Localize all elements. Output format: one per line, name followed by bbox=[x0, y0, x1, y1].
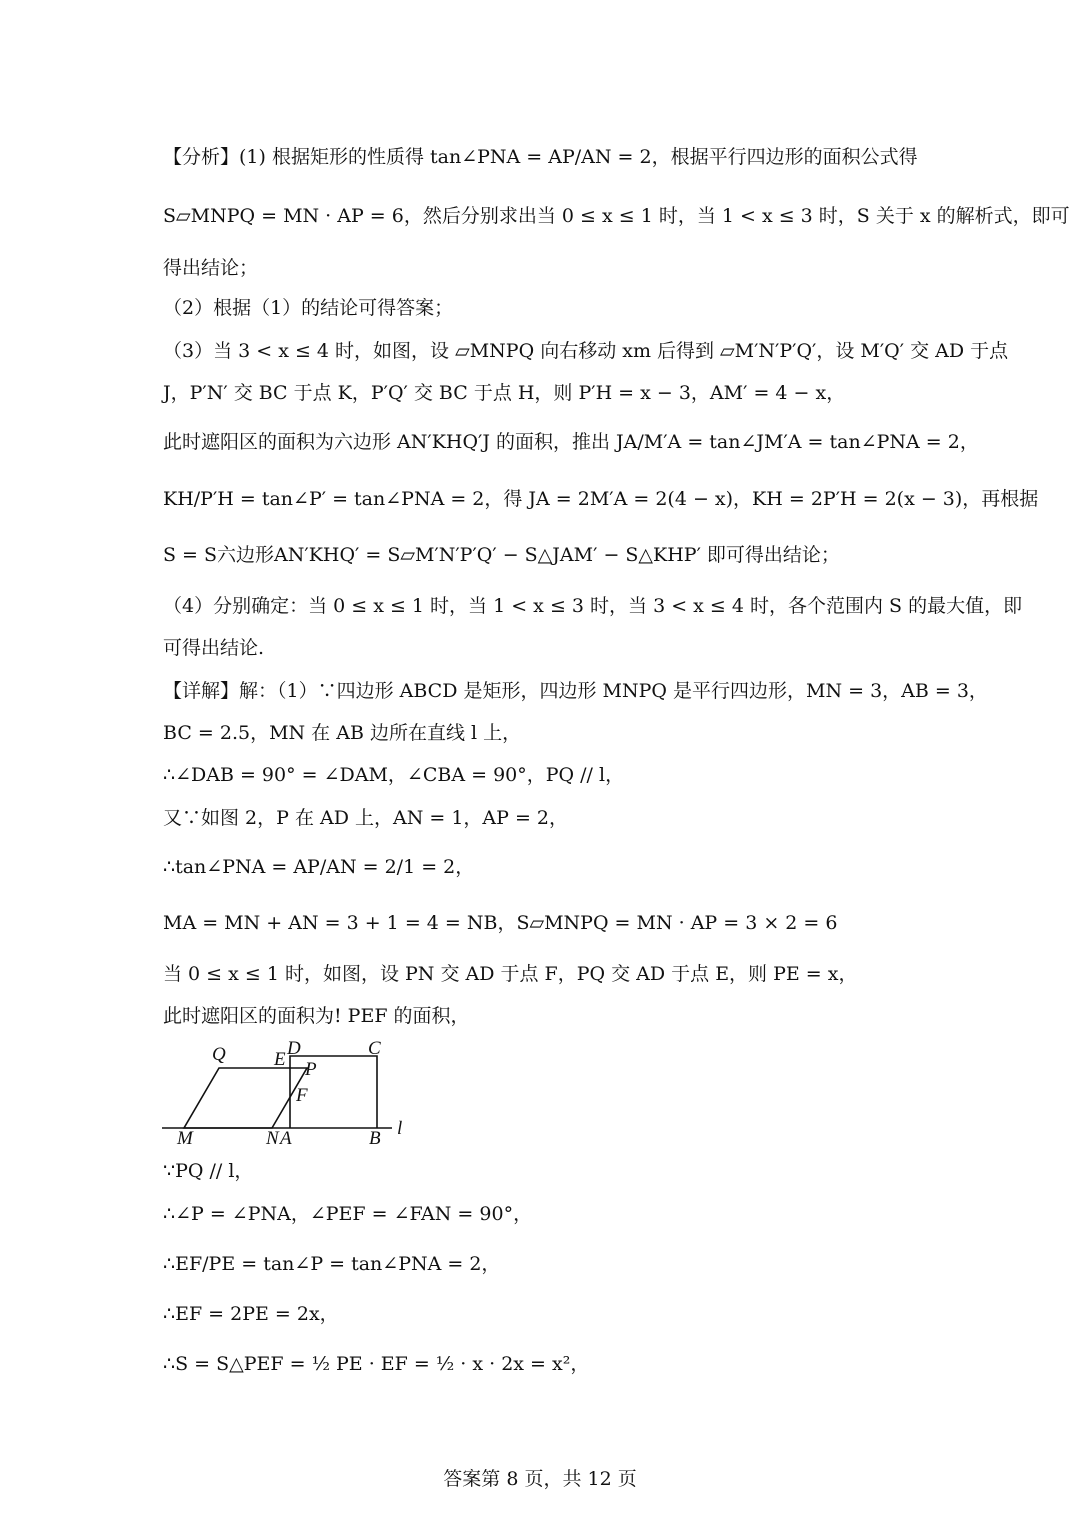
solution-line-2: BC = 2.5，MN 在 AB 边所在直线 l 上， bbox=[163, 722, 522, 744]
solution-line-6: MA = MN + AN = 3 + 1 = 4 = NB，S▱MNPQ = MN · AP = 3 × 2 = 6 bbox=[163, 912, 838, 934]
label-l: l bbox=[397, 1118, 403, 1139]
analysis-line-6: J，P′N′ 交 BC 于点 K，P′Q′ 交 BC 于点 H，则 P′H = x − 3，AM′ = 4 − x， bbox=[163, 382, 846, 404]
solution-line-9: ∵PQ // l， bbox=[163, 1160, 254, 1182]
analysis-line-3: 得出结论； bbox=[163, 257, 259, 279]
label-e: E bbox=[274, 1049, 286, 1070]
analysis-line-9: S = S六边形AN′KHQ′ = S▱M′N′P′Q′ − S△JAM′ − S△KHP′ 即可得出结论； bbox=[163, 544, 840, 566]
label-m: M bbox=[177, 1128, 193, 1146]
solution-line-1: 【详解】解：（1）∵四边形 ABCD 是矩形，四边形 MNPQ 是平行四边形，MN = 3，AB = 3， bbox=[163, 680, 988, 702]
solution-line-8: 此时遮阳区的面积为! PEF 的面积， bbox=[163, 1005, 470, 1027]
label-p: P bbox=[305, 1059, 317, 1080]
label-a: A bbox=[280, 1128, 292, 1146]
label-n: N bbox=[266, 1128, 279, 1146]
label-f: F bbox=[296, 1085, 308, 1106]
analysis-line-1: 【分析】(1) 根据矩形的性质得 tan∠PNA = AP/AN = 2，根据平行四边形的面积公式得 bbox=[163, 146, 918, 168]
analysis-line-5: （3）当 3 < x ≤ 4 时，如图，设 ▱MNPQ 向右移动 xm 后得到 ▱M′N′P′Q′，设 M′Q′ 交 AD 于点 bbox=[163, 340, 1009, 362]
analysis-line-11: 可得出结论. bbox=[163, 637, 265, 659]
solution-line-13: ∴S = S△PEF = ½ PE · EF = ½ · x · 2x = x²， bbox=[163, 1353, 590, 1375]
page-footer: 答案第 8 页，共 12 页 bbox=[443, 1468, 637, 1490]
solution-line-12: ∴EF = 2PE = 2x， bbox=[163, 1303, 339, 1325]
solution-line-7: 当 0 ≤ x ≤ 1 时，如图，设 PN 交 AD 于点 F，PQ 交 AD 于点 E，则 PE = x， bbox=[163, 963, 858, 985]
analysis-line-10: （4）分别确定：当 0 ≤ x ≤ 1 时，当 1 < x ≤ 3 时，当 3 < x ≤ 4 时，各个范围内 S 的最大值，即 bbox=[163, 595, 1023, 617]
geometry-figure bbox=[160, 1036, 420, 1146]
analysis-line-7: 此时遮阳区的面积为六边形 AN′KHQ′J 的面积，推出 JA/M′A = tan∠JM′A = tan∠PNA = 2， bbox=[163, 431, 979, 453]
label-d: D bbox=[287, 1038, 301, 1059]
label-b: B bbox=[369, 1128, 381, 1146]
label-c: C bbox=[368, 1038, 381, 1059]
solution-line-3: ∴∠DAB = 90° = ∠DAM，∠CBA = 90°，PQ // l， bbox=[163, 764, 625, 786]
solution-line-10: ∴∠P = ∠PNA，∠PEF = ∠FAN = 90°， bbox=[163, 1203, 533, 1225]
solution-line-5: ∴tan∠PNA = AP/AN = 2/1 = 2， bbox=[163, 856, 475, 878]
solution-line-4: 又∵如图 2，P 在 AD 上，AN = 1，AP = 2， bbox=[163, 807, 569, 829]
solution-line-11: ∴EF/PE = tan∠P = tan∠PNA = 2， bbox=[163, 1253, 501, 1275]
parallelogram-mnpq bbox=[184, 1068, 307, 1128]
analysis-line-8: KH/P′H = tan∠P′ = tan∠PNA = 2，得 JA = 2M′A = 2(4 − x)，KH = 2P′H = 2(x − 3)，再根据 bbox=[163, 488, 1039, 510]
label-q: Q bbox=[212, 1044, 226, 1065]
analysis-line-2: S▱MNPQ = MN · AP = 6，然后分别求出当 0 ≤ x ≤ 1 时，当 1 < x ≤ 3 时，S 关于 x 的解析式，即可 bbox=[163, 205, 1070, 227]
analysis-line-4: （2）根据（1）的结论可得答案； bbox=[163, 297, 454, 319]
